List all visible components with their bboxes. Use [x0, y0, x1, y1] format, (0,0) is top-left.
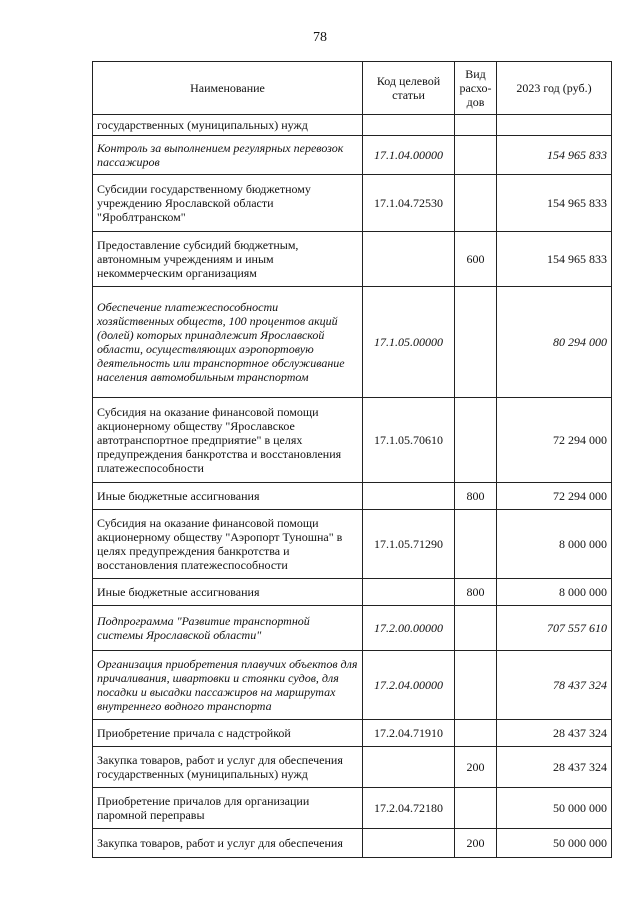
header-code: Код целевой статьи: [363, 62, 455, 115]
cell-amount: 80 294 000: [497, 287, 612, 398]
table-row: [93, 175, 612, 232]
cell-amount: [497, 115, 612, 136]
table-header: [93, 62, 612, 115]
cell-code: [363, 579, 455, 606]
cell-name: Субсидии государственному бюджетному учреждению Ярославской области "Яроблтранском": [93, 175, 363, 232]
cell-amount: 50 000 000: [497, 829, 612, 858]
cell-amount: 154 965 833: [497, 136, 612, 175]
cell-code: 17.1.05.70610: [363, 398, 455, 483]
cell-name: Подпрограмма "Развитие транспортной системы Ярославской области": [93, 606, 363, 651]
cell-amount: 28 437 324: [497, 720, 612, 747]
cell-type: 600: [455, 232, 497, 287]
table-row: [93, 788, 612, 829]
cell-type: 200: [455, 747, 497, 788]
cell-type: 800: [455, 579, 497, 606]
cell-amount: 8 000 000: [497, 579, 612, 606]
cell-name: Организация приобретения плавучих объектов для причаливания, швартовки и стоянки судов, для посадки и высадки пассажиров на маршрутах внутреннего водного транспорта: [93, 651, 363, 720]
table-row: [93, 510, 612, 579]
table-row: [93, 579, 612, 606]
cell-code: [363, 829, 455, 858]
cell-name: Иные бюджетные ассигнования: [93, 483, 363, 510]
header-type: Вид расхо-дов: [455, 62, 497, 115]
page-number: 78: [313, 30, 327, 45]
table-row: [93, 720, 612, 747]
cell-type: [455, 115, 497, 136]
table-row: [93, 651, 612, 720]
cell-name: Субсидия на оказание финансовой помощи акционерному обществу "Ярославское автотранспортное предприятие" в целях предупреждения банкротства и восстановления платежеспособности: [93, 398, 363, 483]
cell-name: Приобретение причала с надстройкой: [93, 720, 363, 747]
table-row: [93, 115, 612, 136]
cell-type: [455, 287, 497, 398]
cell-code: 17.1.04.72530: [363, 175, 455, 232]
table-row: [93, 398, 612, 483]
cell-type: [455, 651, 497, 720]
cell-type: [455, 136, 497, 175]
cell-type: [455, 788, 497, 829]
table-body: [93, 115, 612, 858]
cell-code: 17.2.04.71910: [363, 720, 455, 747]
cell-name: Контроль за выполнением регулярных перевозок пассажиров: [93, 136, 363, 175]
table-row: [93, 606, 612, 651]
cell-code: 17.1.04.00000: [363, 136, 455, 175]
cell-name: Приобретение причалов для организации паромной переправы: [93, 788, 363, 829]
cell-amount: 78 437 324: [497, 651, 612, 720]
cell-type: [455, 175, 497, 232]
table-row: [93, 747, 612, 788]
table-row: [93, 287, 612, 398]
cell-name: государственных (муниципальных) нужд: [93, 115, 363, 136]
cell-type: 200: [455, 829, 497, 858]
cell-name: Закупка товаров, работ и услуг для обеспечения государственных (муниципальных) нужд: [93, 747, 363, 788]
header-name: Наименование: [93, 62, 363, 115]
table-row: [93, 232, 612, 287]
cell-code: 17.1.05.00000: [363, 287, 455, 398]
budget-table: [92, 61, 612, 858]
cell-code: 17.2.00.00000: [363, 606, 455, 651]
header-row: [93, 62, 612, 115]
cell-name: Обеспечение платежеспособности хозяйственных обществ, 100 процентов акций (долей) которых принадлежит Ярославской области, осуществляющих аэропортовую деятельность или транспортное обслуживание населения автомобильным транспортом: [93, 287, 363, 398]
cell-amount: 154 965 833: [497, 232, 612, 287]
cell-code: [363, 483, 455, 510]
cell-amount: 72 294 000: [497, 483, 612, 510]
cell-amount: 707 557 610: [497, 606, 612, 651]
cell-code: 17.2.04.72180: [363, 788, 455, 829]
cell-code: 17.1.05.71290: [363, 510, 455, 579]
cell-type: [455, 510, 497, 579]
cell-type: [455, 720, 497, 747]
cell-code: [363, 747, 455, 788]
cell-name: Субсидия на оказание финансовой помощи акционерному обществу "Аэропорт Туношна" в целях предупреждения банкротства и восстановления платежеспособности: [93, 510, 363, 579]
cell-code: [363, 232, 455, 287]
cell-amount: 50 000 000: [497, 788, 612, 829]
cell-amount: 72 294 000: [497, 398, 612, 483]
table-row: [93, 483, 612, 510]
cell-amount: 28 437 324: [497, 747, 612, 788]
cell-code: [363, 115, 455, 136]
cell-type: [455, 606, 497, 651]
cell-amount: 8 000 000: [497, 510, 612, 579]
table-row: [93, 829, 612, 858]
cell-type: [455, 398, 497, 483]
table-row: [93, 136, 612, 175]
cell-amount: 154 965 833: [497, 175, 612, 232]
cell-name: Иные бюджетные ассигнования: [93, 579, 363, 606]
cell-code: 17.2.04.00000: [363, 651, 455, 720]
cell-name: Закупка товаров, работ и услуг для обеспечения: [93, 829, 363, 858]
cell-type: 800: [455, 483, 497, 510]
header-amount: 2023 год (руб.): [497, 62, 612, 115]
cell-name: Предоставление субсидий бюджетным, автономным учреждениям и иным некоммерческим организациям: [93, 232, 363, 287]
